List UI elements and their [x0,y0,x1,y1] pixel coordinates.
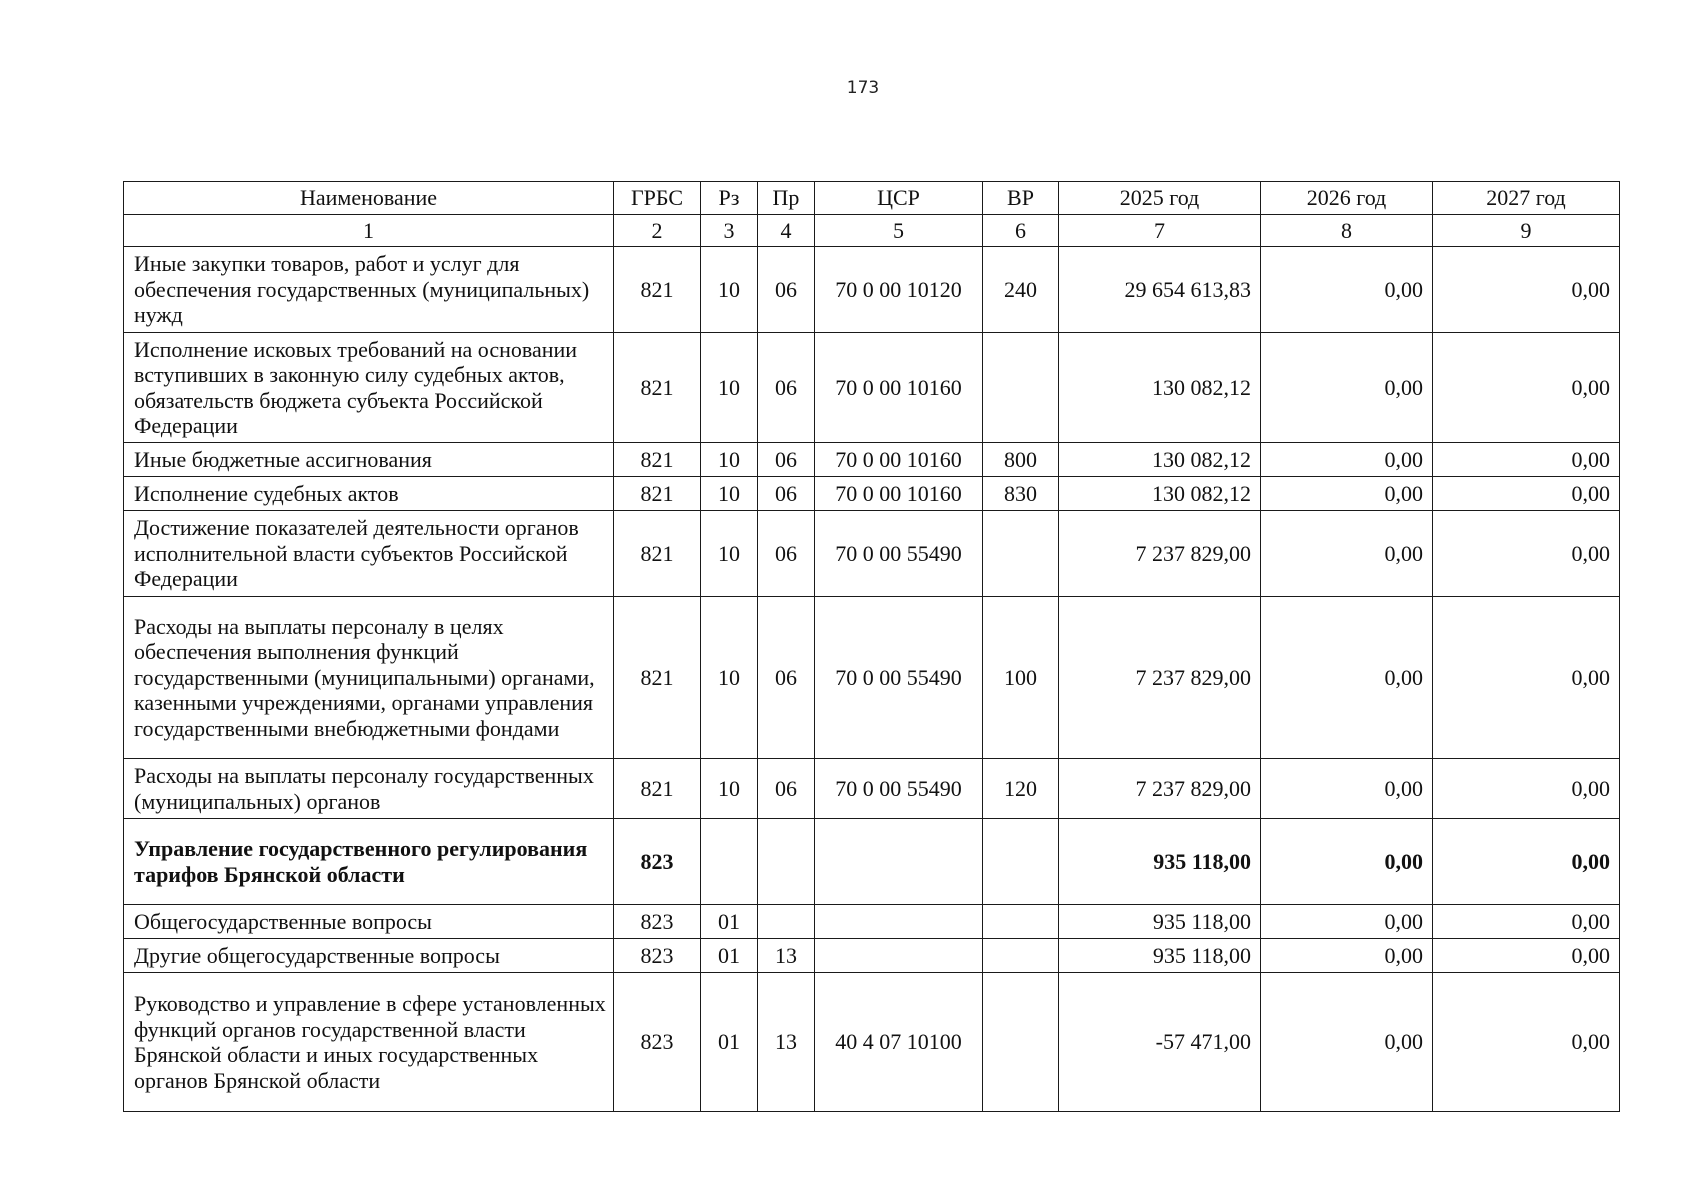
row-csr: 70 0 00 10160 [815,443,983,477]
row-csr: 40 4 07 10100 [815,973,983,1112]
row-name: Руководство и управление в сфере установленных функций органов государственной власти Брянской области и иных государственных органов Брянской области [124,973,614,1112]
row-name: Управление государственного регулирования тарифов Брянской области [124,819,614,905]
header-cell: 2027 год [1433,182,1620,215]
row-vr: 830 [983,477,1059,511]
row-grbs: 821 [614,597,701,759]
row-grbs: 823 [614,905,701,939]
row-pr: 06 [758,247,815,333]
row-grbs: 821 [614,759,701,819]
table-row [124,973,1620,1112]
row-2027: 0,00 [1433,819,1620,905]
column-number-cell: 2 [614,215,701,247]
row-grbs: 823 [614,819,701,905]
table-row [124,759,1620,819]
row-pr: 06 [758,597,815,759]
row-grbs: 821 [614,333,701,443]
row-2027: 0,00 [1433,247,1620,333]
row-grbs: 821 [614,511,701,597]
row-2025: 935 118,00 [1059,905,1261,939]
row-name: Расходы на выплаты персоналу в целях обеспечения выполнения функций государственными (муниципальными) органами, казенными учреждениями, органами управления государственными внебюджетными фондами [124,597,614,759]
row-name: Иные бюджетные ассигнования [124,443,614,477]
row-pr: 06 [758,759,815,819]
column-number-row [124,215,1620,247]
row-2026: 0,00 [1261,973,1433,1112]
row-rz: 10 [701,759,758,819]
header-row [124,182,1620,215]
row-grbs: 823 [614,939,701,973]
row-2027: 0,00 [1433,477,1620,511]
column-number-cell: 3 [701,215,758,247]
row-name: Общегосударственные вопросы [124,905,614,939]
row-name: Расходы на выплаты персоналу государственных (муниципальных) органов [124,759,614,819]
row-name: Исполнение судебных актов [124,477,614,511]
row-2026: 0,00 [1261,939,1433,973]
budget-table [123,181,1620,1112]
row-pr: 13 [758,939,815,973]
row-2025: 29 654 613,83 [1059,247,1261,333]
row-vr: 240 [983,247,1059,333]
row-csr [815,819,983,905]
row-2027: 0,00 [1433,939,1620,973]
row-2025: 130 082,12 [1059,477,1261,511]
row-2027: 0,00 [1433,973,1620,1112]
row-2026: 0,00 [1261,247,1433,333]
row-2025: 935 118,00 [1059,939,1261,973]
row-pr: 13 [758,973,815,1112]
row-2026: 0,00 [1261,759,1433,819]
row-pr: 06 [758,333,815,443]
table-row [124,477,1620,511]
row-vr [983,333,1059,443]
column-number-cell: 4 [758,215,815,247]
row-csr [815,939,983,973]
row-grbs: 821 [614,247,701,333]
row-rz: 10 [701,333,758,443]
row-2025: 130 082,12 [1059,333,1261,443]
table-row [124,333,1620,443]
row-pr [758,819,815,905]
row-rz: 10 [701,477,758,511]
table-row [124,511,1620,597]
column-number-cell: 5 [815,215,983,247]
header-cell: 2026 год [1261,182,1433,215]
row-rz: 10 [701,443,758,477]
row-2027: 0,00 [1433,443,1620,477]
row-vr [983,973,1059,1112]
row-grbs: 821 [614,443,701,477]
column-number-cell: 6 [983,215,1059,247]
row-2027: 0,00 [1433,333,1620,443]
row-2027: 0,00 [1433,511,1620,597]
header-cell: Наименование [124,182,614,215]
row-rz: 01 [701,973,758,1112]
row-grbs: 823 [614,973,701,1112]
row-2026: 0,00 [1261,819,1433,905]
row-2027: 0,00 [1433,905,1620,939]
row-vr: 800 [983,443,1059,477]
row-vr: 100 [983,597,1059,759]
table-row-section [124,819,1620,905]
column-number-cell: 8 [1261,215,1433,247]
row-csr [815,905,983,939]
row-rz: 10 [701,511,758,597]
row-2025: 7 237 829,00 [1059,511,1261,597]
row-pr [758,905,815,939]
table-row [124,443,1620,477]
header-cell: ЦСР [815,182,983,215]
row-csr: 70 0 00 55490 [815,759,983,819]
row-pr: 06 [758,443,815,477]
row-2027: 0,00 [1433,597,1620,759]
row-2025: 7 237 829,00 [1059,759,1261,819]
row-2026: 0,00 [1261,905,1433,939]
header-cell: 2025 год [1059,182,1261,215]
row-vr [983,905,1059,939]
row-vr [983,511,1059,597]
row-2026: 0,00 [1261,511,1433,597]
row-2025: 935 118,00 [1059,819,1261,905]
table-row [124,939,1620,973]
row-csr: 70 0 00 10120 [815,247,983,333]
row-2026: 0,00 [1261,443,1433,477]
row-name: Исполнение исковых требований на основании вступивших в законную силу судебных актов, обязательств бюджета субъекта Российской Федерации [124,333,614,443]
table-row [124,905,1620,939]
row-2026: 0,00 [1261,597,1433,759]
row-csr: 70 0 00 55490 [815,511,983,597]
column-number-cell: 1 [124,215,614,247]
row-csr: 70 0 00 55490 [815,597,983,759]
header-cell: ГРБС [614,182,701,215]
row-2026: 0,00 [1261,477,1433,511]
row-vr [983,939,1059,973]
row-vr: 120 [983,759,1059,819]
row-vr [983,819,1059,905]
row-2025: -57 471,00 [1059,973,1261,1112]
row-rz: 01 [701,905,758,939]
header-cell: Пр [758,182,815,215]
row-grbs: 821 [614,477,701,511]
row-pr: 06 [758,511,815,597]
row-name: Достижение показателей деятельности органов исполнительной власти субъектов Российской Федерации [124,511,614,597]
row-2025: 130 082,12 [1059,443,1261,477]
header-cell: ВР [983,182,1059,215]
table-row [124,597,1620,759]
row-rz: 10 [701,247,758,333]
row-2027: 0,00 [1433,759,1620,819]
row-rz [701,819,758,905]
column-number-cell: 7 [1059,215,1261,247]
row-pr: 06 [758,477,815,511]
header-cell: Рз [701,182,758,215]
row-name: Иные закупки товаров, работ и услуг для обеспечения государственных (муниципальных) нужд [124,247,614,333]
row-name: Другие общегосударственные вопросы [124,939,614,973]
row-2026: 0,00 [1261,333,1433,443]
table-row [124,247,1620,333]
row-rz: 01 [701,939,758,973]
row-rz: 10 [701,597,758,759]
row-csr: 70 0 00 10160 [815,333,983,443]
row-2025: 7 237 829,00 [1059,597,1261,759]
row-csr: 70 0 00 10160 [815,477,983,511]
page-number: 173 [846,78,880,98]
column-number-cell: 9 [1433,215,1620,247]
